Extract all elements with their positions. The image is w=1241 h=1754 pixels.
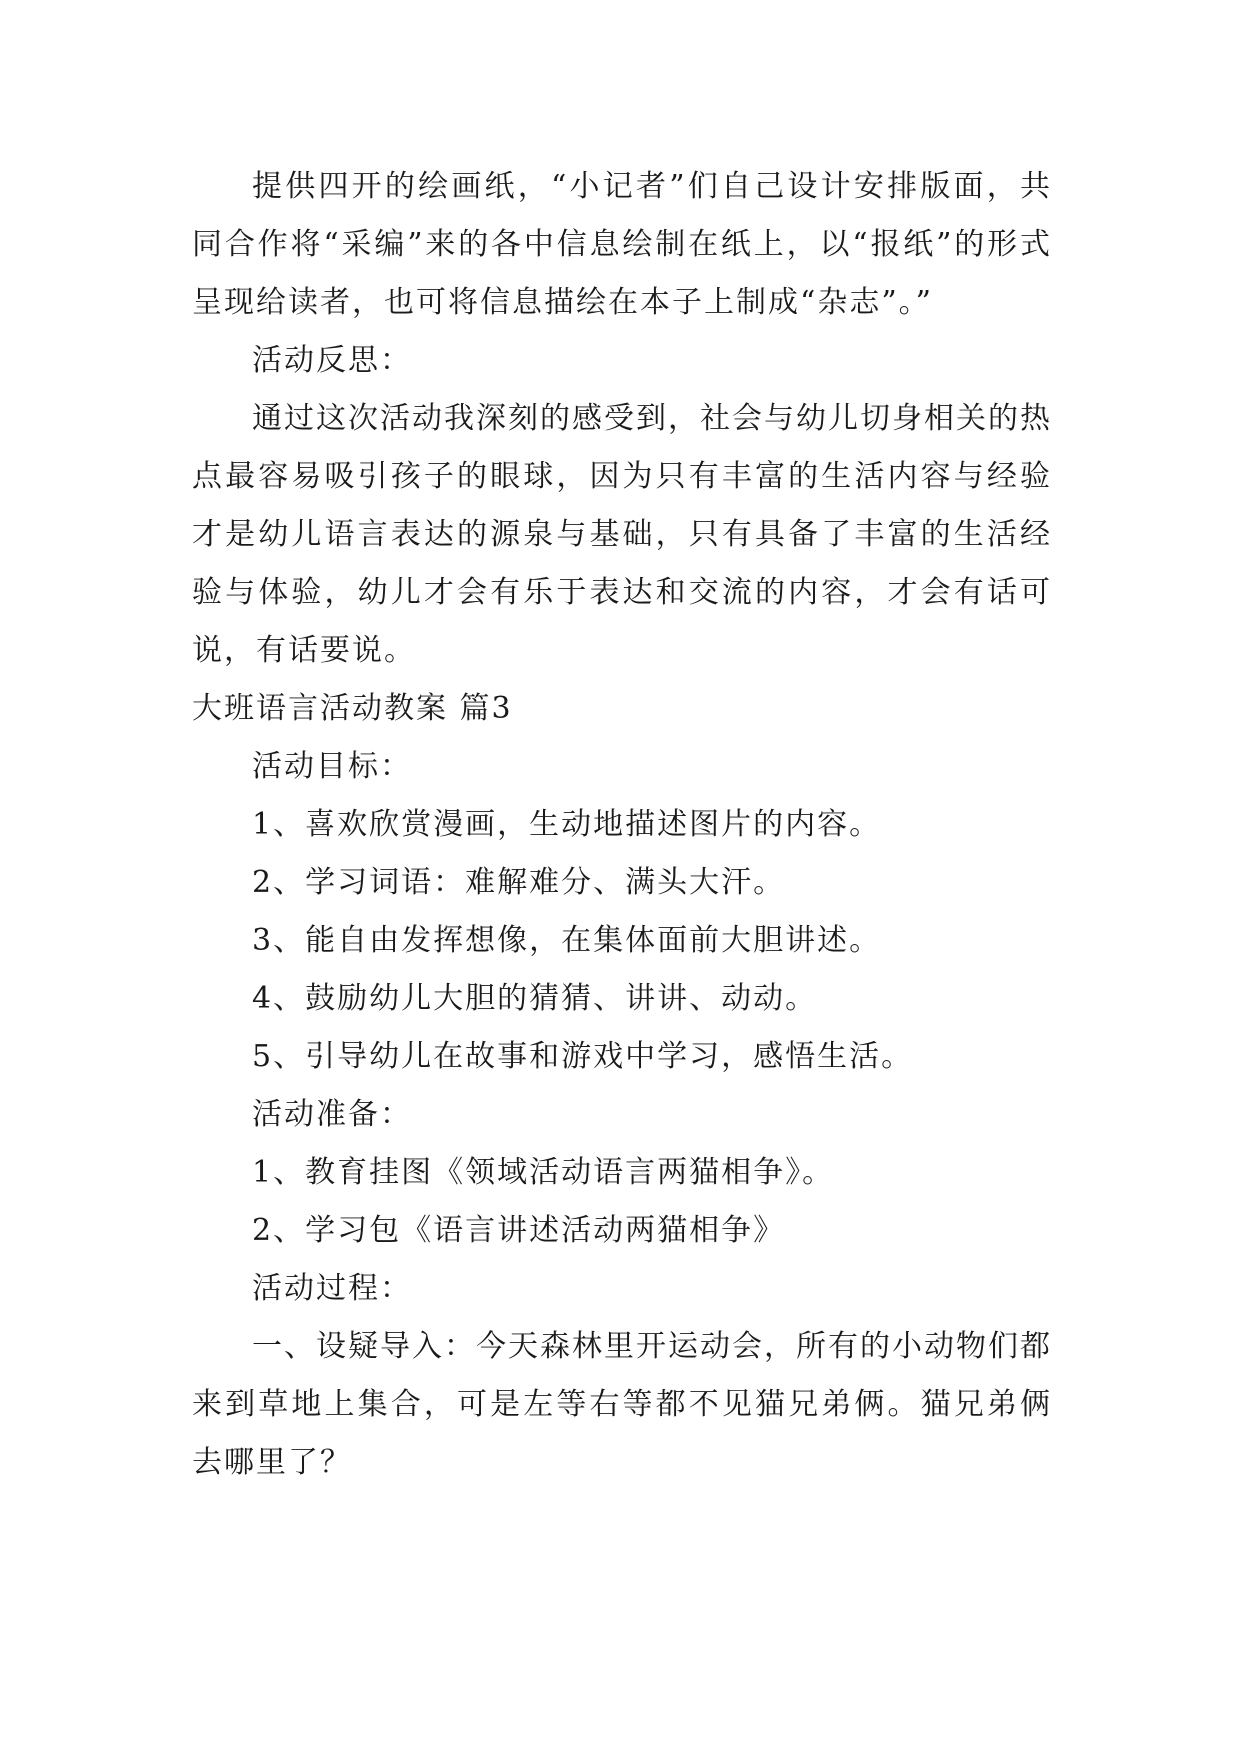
paragraph-goal-5: 5、引导幼儿在故事和游戏中学习，感悟生活。 [252, 1039, 914, 1074]
paragraph-goals-label: 活动目标： [252, 749, 412, 784]
paragraph-prep-1: 1、教育挂图《领域活动语言两猫相争》。 [252, 1155, 835, 1190]
paragraph-prep-2: 2、学习包《语言讲述活动两猫相争》 [252, 1213, 786, 1248]
paragraph-reflection: 通过这次活动我深刻的感受到，社会与幼儿切身相关的热点最容易吸引孩子的眼球，因为只有丰富的生活内容与经验才是幼儿语言表达的源泉与基础，只有具备了丰富的生活经验与体验，幼儿才会有乐于表达和交流的内容，才会有话可说，有话要说。 [192, 401, 1052, 668]
paragraph-goal-2: 2、学习词语：难解难分、满头大汗。 [252, 865, 786, 900]
paragraph-goal-1: 1、喜欢欣赏漫画，生动地描述图片的内容。 [252, 807, 882, 842]
paragraph-process-1: 一、设疑导入：今天森林里开运动会，所有的小动物们都来到草地上集合，可是左等右等都不见猫兄弟俩。猫兄弟俩去哪里了？ [192, 1329, 1052, 1480]
paragraph-prep-label: 活动准备： [252, 1097, 412, 1132]
paragraph-goal-4: 4、鼓励幼儿大胆的猜猜、讲讲、动动。 [252, 981, 818, 1016]
paragraph-reflection-label: 活动反思： [252, 343, 412, 378]
document-body [192, 158, 1052, 1492]
paragraph-goal-3: 3、能自由发挥想像，在集体面前大胆讲述。 [252, 923, 882, 958]
paragraph-materials: 提供四开的绘画纸，“小记者”们自己设计安排版面，共同合作将“采编”来的各中信息绘制在纸上，以“报纸”的形式呈现给读者，也可将信息描绘在本子上制成“杂志”。” [192, 169, 1052, 320]
paragraph-process-label: 活动过程： [252, 1271, 412, 1306]
section-heading: 大班语言活动教案 篇3 [192, 691, 513, 726]
